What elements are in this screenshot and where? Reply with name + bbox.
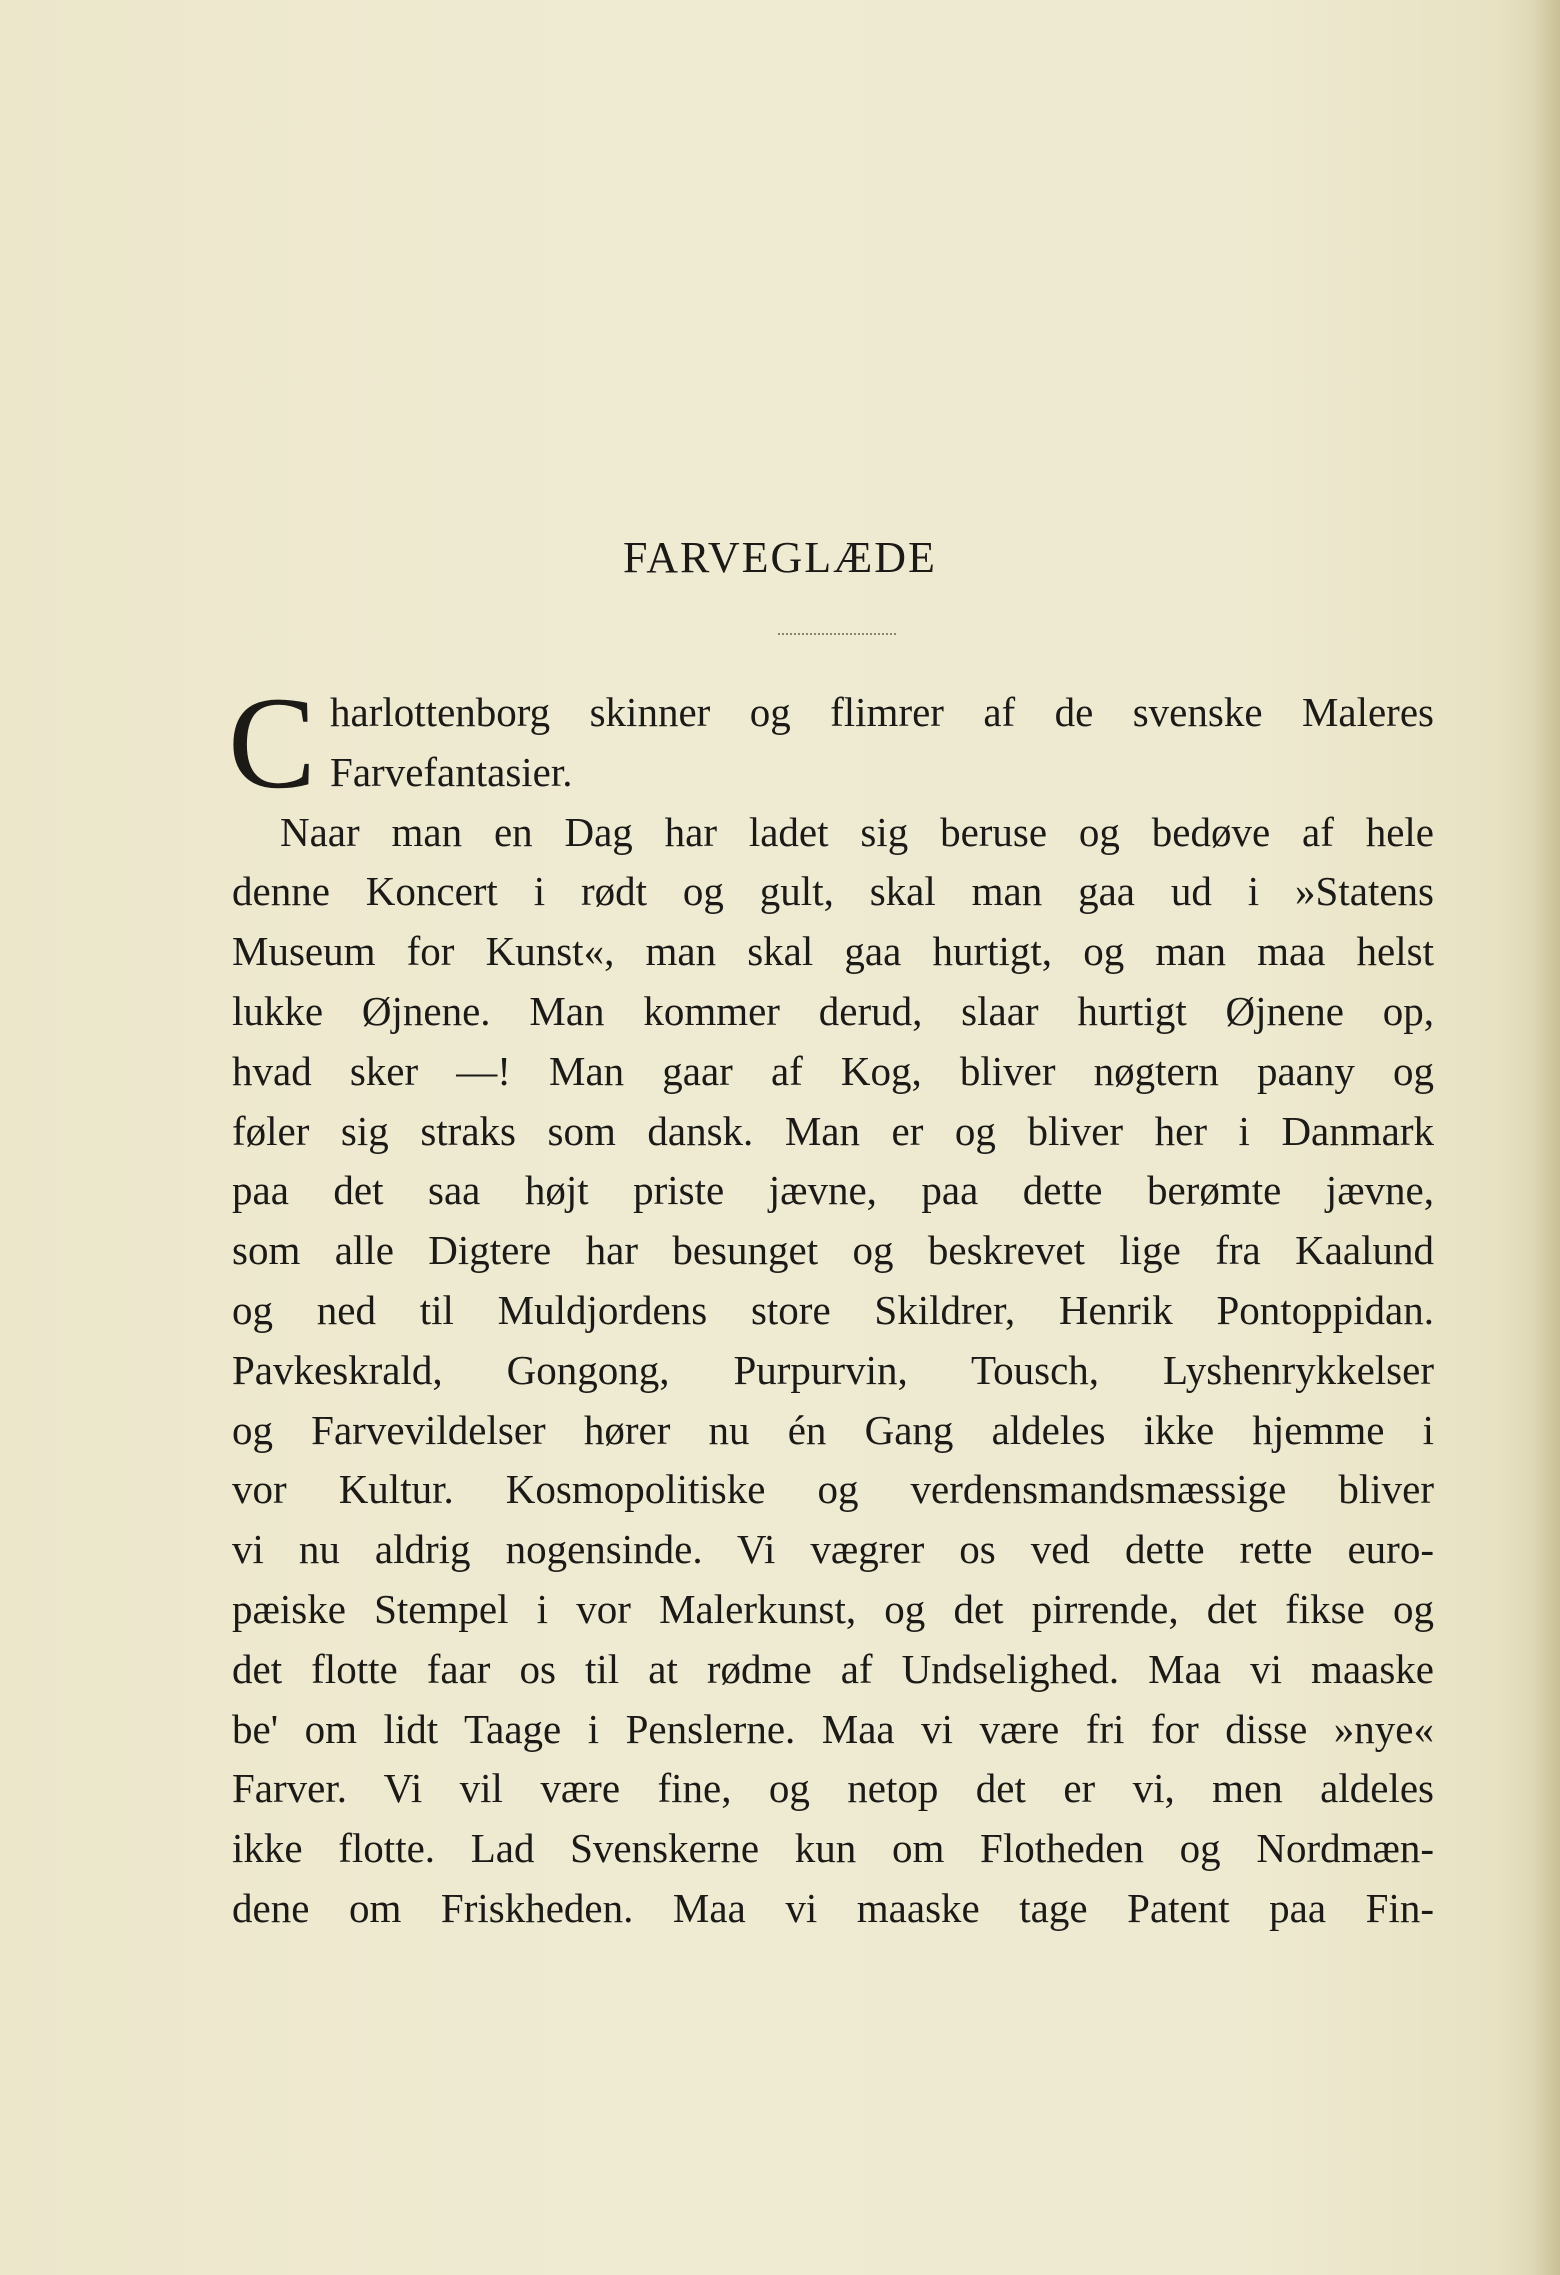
text-line: denne Koncert i rødt og gult, skal man gaa ud i »Statens [232, 868, 1434, 915]
text-line: be' om lidt Taage i Penslerne. Maa vi være fri for disse »nye« [232, 1705, 1434, 1752]
text-line: Pavkeskrald, Gongong, Purpurvin, Tousch, Lyshenrykkelser [232, 1346, 1434, 1393]
paragraph-1 [228, 669, 1434, 816]
text-line: paa det saa højt priste jævne, paa dette berømte jævne, [232, 1167, 1434, 1214]
text-line: Museum for Kunst«, man skal gaa hurtigt, og man maa helst [232, 928, 1434, 975]
text-line: vi nu aldrig nogensinde. Vi vægrer os ved dette rette euro- [232, 1526, 1434, 1573]
text-line: det flotte faar os til at rødme af Undselighed. Maa vi maaske [232, 1645, 1434, 1692]
text-line: ikke flotte. Lad Svenskerne kun om Flotheden og Nordmæn- [232, 1825, 1434, 1872]
text-line: dene om Friskheden. Maa vi maaske tage Patent paa Fin- [232, 1884, 1434, 1931]
text-line: Farver. Vi vil være fine, og netop det er vi, men aldeles [232, 1765, 1434, 1812]
page-gutter-shadow [1532, 0, 1560, 2275]
text-line: harlottenborg skinner og flimrer af de svenske Maleres [330, 689, 1434, 735]
paragraph-2 [232, 803, 1434, 1939]
chapter-title: FARVEGLÆDE [623, 533, 937, 582]
text-line: Farvefantasier. [330, 748, 573, 795]
text-line: vor Kultur. Kosmopolitiske og verdensmandsmæssige bliver [232, 1466, 1434, 1513]
text-line: som alle Digtere har besunget og beskrevet lige fra Kaalund [232, 1227, 1434, 1274]
drop-cap: C [228, 669, 317, 816]
text-line: pæiske Stempel i vor Malerkunst, og det pirrende, det fikse og [232, 1585, 1434, 1632]
text-line: lukke Øjnene. Man kommer derud, slaar hurtigt Øjnene op, [232, 987, 1434, 1034]
text-line: Naar man en Dag har ladet sig beruse og bedøve af hele [280, 808, 1434, 855]
body-text [228, 669, 1434, 1939]
text-line: hvad sker —! Man gaar af Kog, bliver nøgtern paany og [232, 1047, 1434, 1094]
text-line: og ned til Muldjordens store Skildrer, Henrik Pontoppidan. [232, 1286, 1434, 1333]
text-line: og Farvevildelser hører nu én Gang aldeles ikke hjemme i [232, 1406, 1434, 1453]
text-line: føler sig straks som dansk. Man er og bliver her i Danmark [232, 1107, 1434, 1154]
title-divider [778, 633, 896, 635]
